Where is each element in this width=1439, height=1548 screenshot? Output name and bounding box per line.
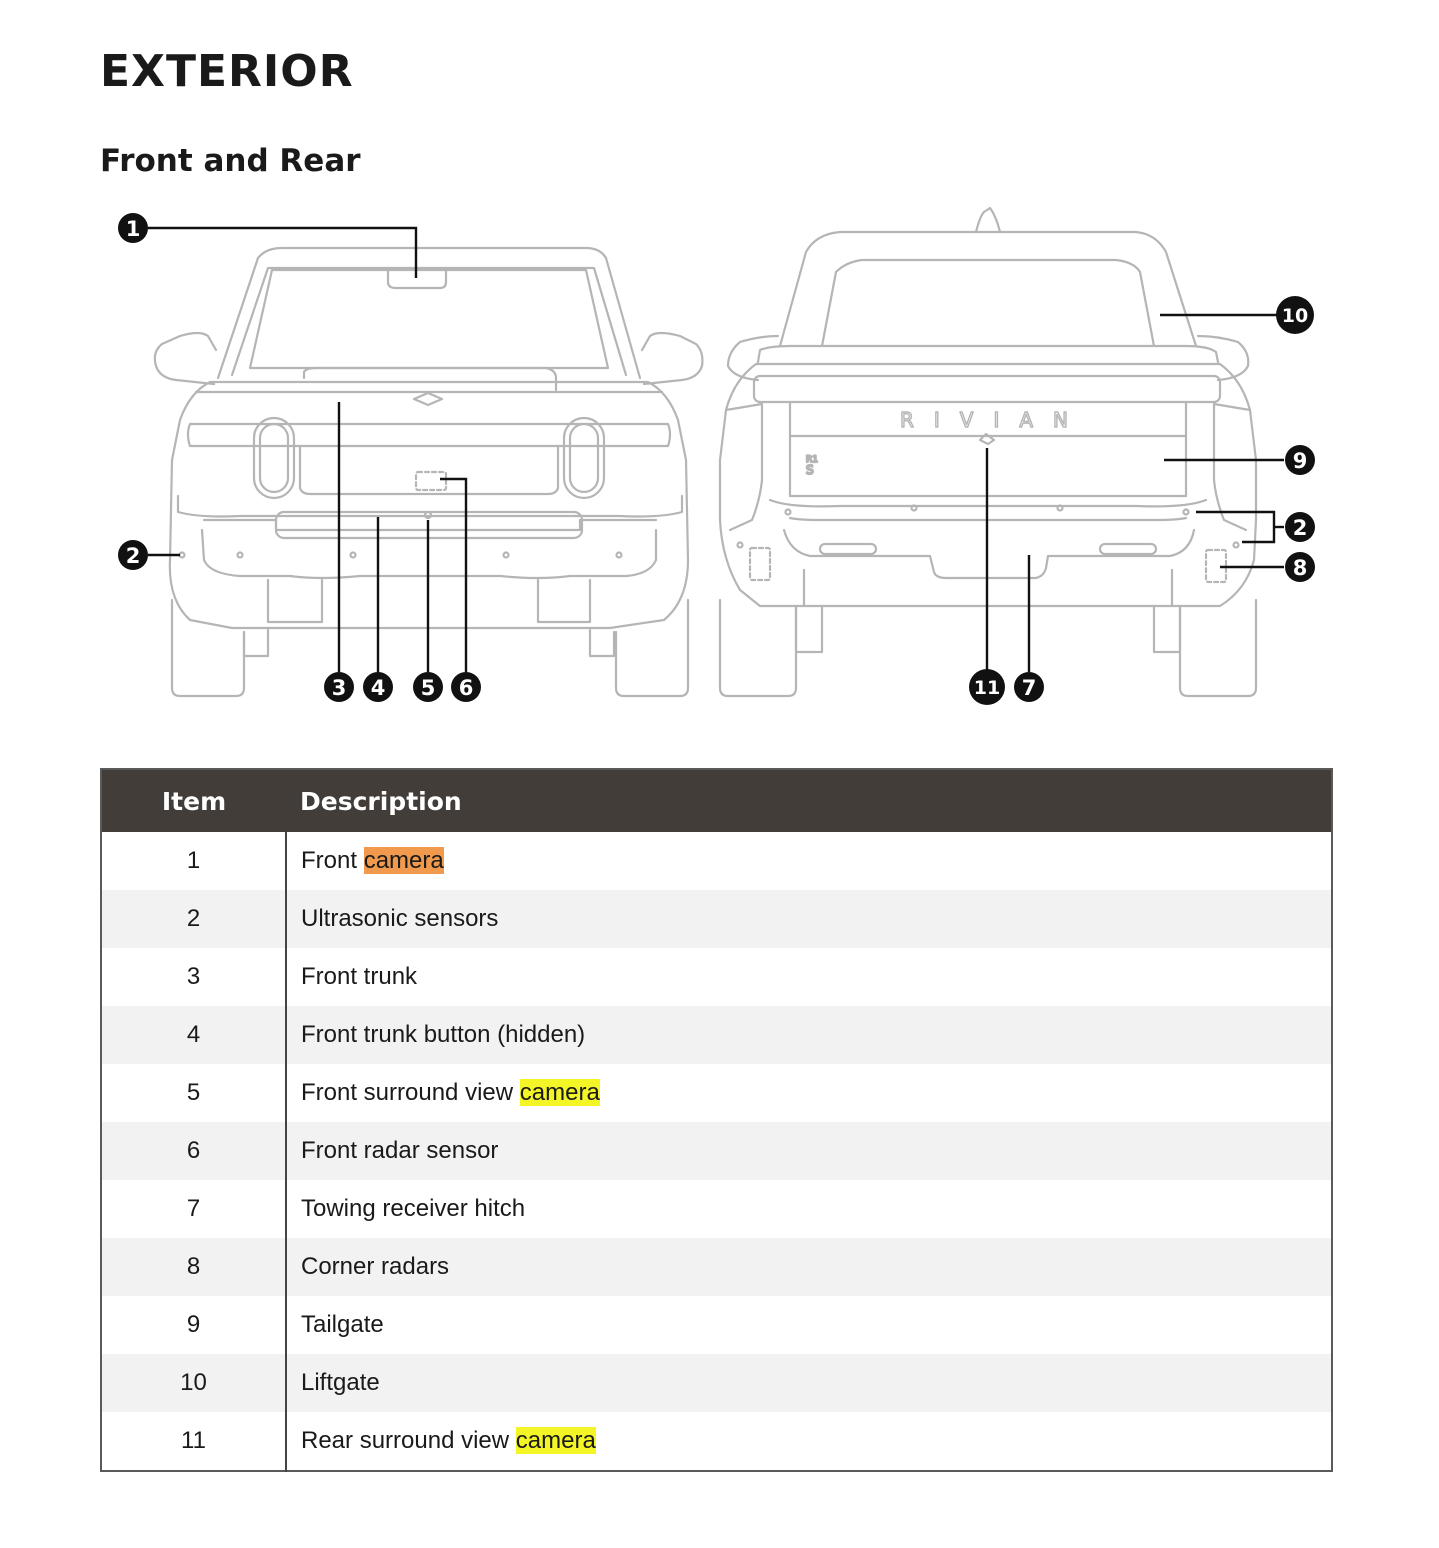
table-row [101,1122,1332,1180]
svg-text:11: 11 [973,677,1001,699]
callout-11 [969,669,1005,705]
description-text: Front trunk [301,963,418,990]
svg-text:3: 3 [331,676,347,700]
item-description [286,1006,1332,1064]
item-description [286,1296,1332,1354]
table-row [101,1006,1332,1064]
callout-2-rear [1285,512,1315,542]
item-number: 5 [101,1064,286,1122]
callout-1 [118,213,148,243]
item-description [286,1064,1332,1122]
callout-10 [1276,296,1314,334]
item-description [286,948,1332,1006]
item-description [286,1354,1332,1412]
trim-badge: S [806,463,814,477]
callout-5 [413,672,443,702]
highlighted-keyword: camera [363,847,444,874]
svg-text:2: 2 [125,544,141,568]
svg-text:8: 8 [1292,556,1308,580]
item-number: 8 [101,1238,286,1296]
brand-logo: RIVIAN [900,408,1089,432]
description-text: Rear surround view [301,1427,516,1454]
table-row [101,1064,1332,1122]
item-description [286,1180,1332,1238]
table-body [101,832,1332,1471]
table-row [101,1354,1332,1412]
column-header-description: Description [286,769,1332,832]
item-number: 4 [101,1006,286,1064]
description-text: Front surround view [301,1079,520,1106]
callout-2-front [118,540,148,570]
svg-text:7: 7 [1021,676,1037,700]
table-row [101,1238,1332,1296]
item-number: 11 [101,1412,286,1471]
item-number: 3 [101,948,286,1006]
item-number: 7 [101,1180,286,1238]
highlighted-keyword: camera [515,1427,596,1454]
description-text: Front radar sensor [301,1137,499,1164]
callout-6 [451,672,481,702]
description-text: Front trunk button (hidden) [301,1021,586,1048]
callout-7 [1014,672,1044,702]
vehicle-diagram [0,195,1439,725]
column-header-item: Item [101,769,286,832]
item-description [286,1238,1332,1296]
item-number: 6 [101,1122,286,1180]
item-description [286,1122,1332,1180]
description-text: Liftgate [301,1369,380,1396]
callout-4 [363,672,393,702]
callout-3 [324,672,354,702]
item-number: 10 [101,1354,286,1412]
svg-text:9: 9 [1292,449,1308,473]
item-number: 1 [101,832,286,890]
highlighted-keyword: camera [519,1079,600,1106]
table-row [101,832,1332,890]
callout-9 [1285,445,1315,475]
description-text: Towing receiver hitch [301,1195,526,1222]
table-row [101,1412,1332,1471]
item-number: 2 [101,890,286,948]
callout-8 [1285,552,1315,582]
item-number: 9 [101,1296,286,1354]
description-text: Tailgate [301,1311,384,1338]
table-row [101,948,1332,1006]
table-header-row [101,769,1332,832]
svg-text:4: 4 [370,676,386,700]
svg-text:10: 10 [1281,305,1309,327]
model-badge: R1 [806,455,818,465]
table-row [101,1180,1332,1238]
item-description [286,1412,1332,1471]
item-description-table [100,768,1333,1472]
svg-text:6: 6 [458,676,474,700]
svg-text:1: 1 [125,217,141,241]
description-text: Ultrasonic sensors [301,905,499,932]
page-title: EXTERIOR [100,46,354,97]
description-text: Corner radars [301,1253,450,1280]
item-description [286,832,1332,890]
svg-text:2: 2 [1292,516,1308,540]
item-description [286,890,1332,948]
svg-text:5: 5 [420,676,436,700]
table-row [101,890,1332,948]
description-text: Front [301,847,364,874]
table-row [101,1296,1332,1354]
section-title: Front and Rear [100,143,361,179]
